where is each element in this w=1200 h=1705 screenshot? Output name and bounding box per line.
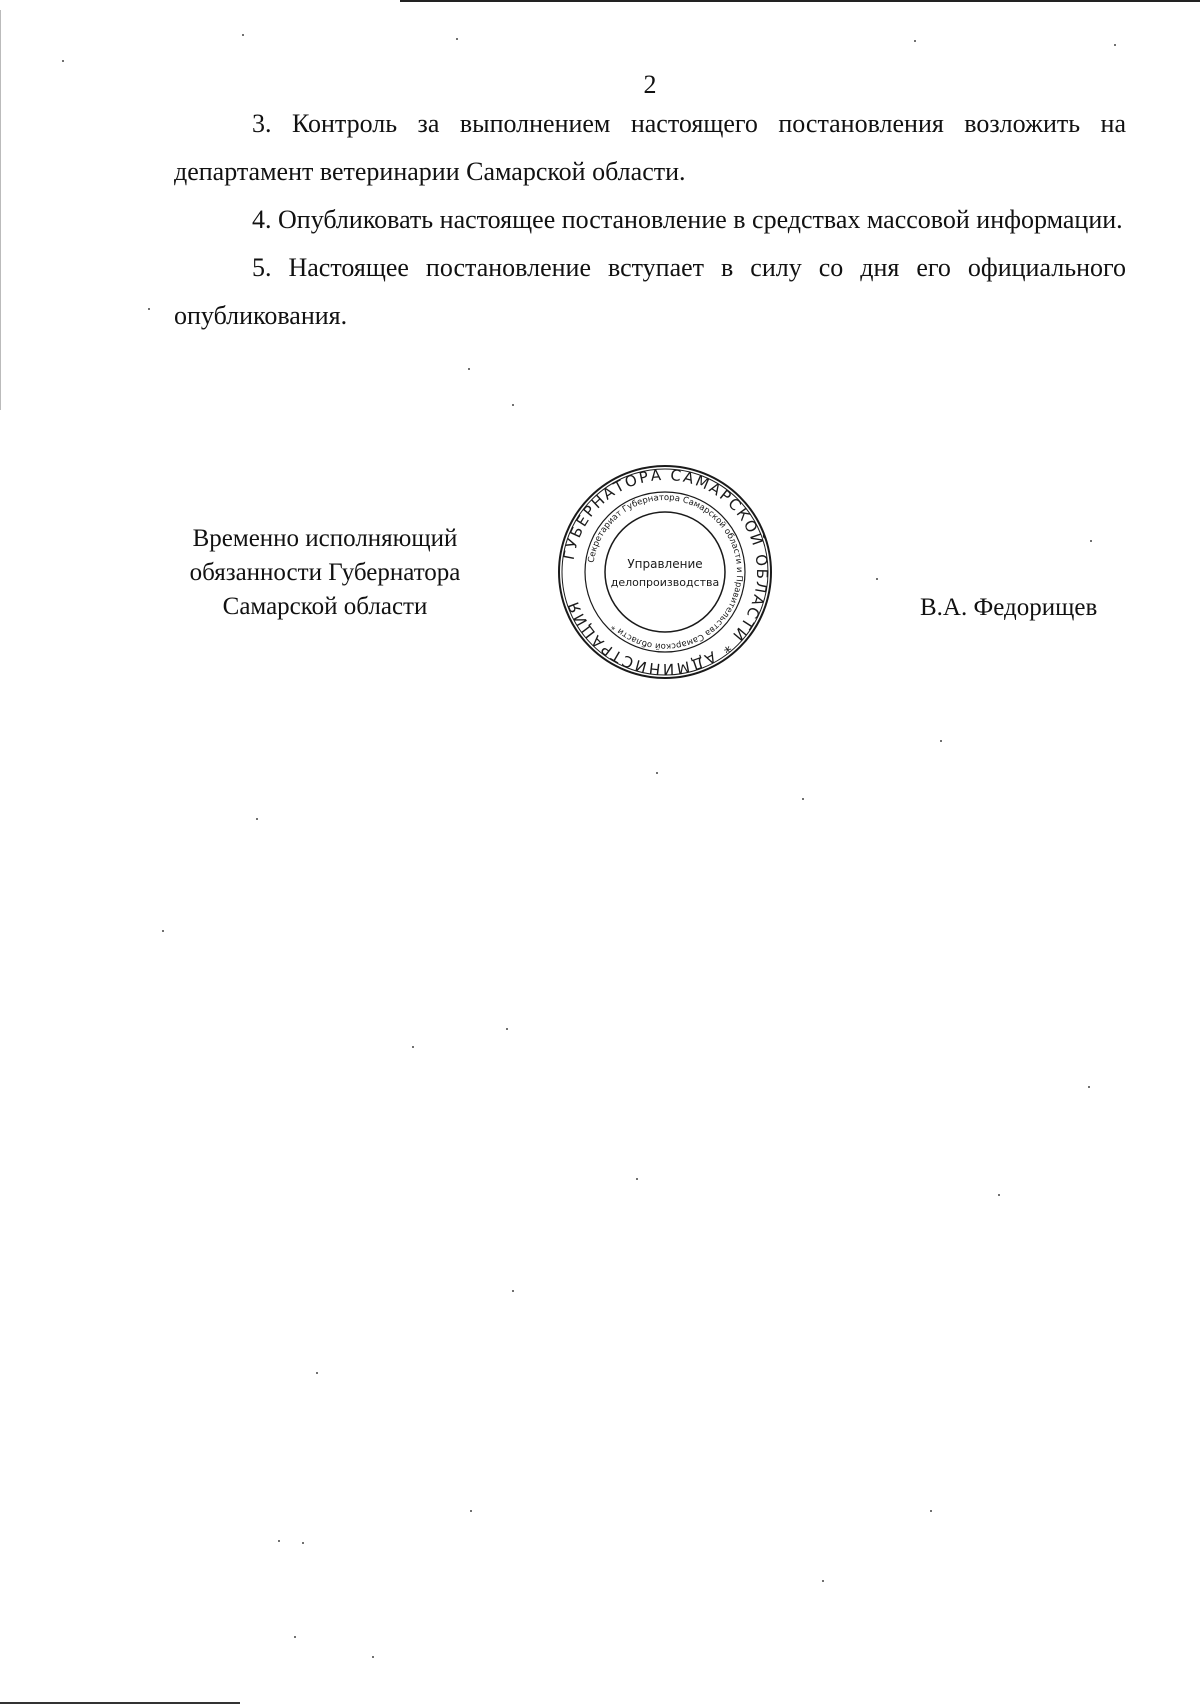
scan-speck (294, 1636, 296, 1638)
paragraph-4: 4. Опубликовать настоящее постановление в средствах массовой информации. (252, 205, 1123, 234)
top-border-line (400, 0, 1200, 2)
scan-speck (656, 772, 658, 774)
bottom-border-line (0, 1702, 240, 1704)
scan-speck (914, 40, 916, 42)
seal-center-line-2: делопроизводства (610, 576, 720, 589)
scan-speck (278, 1540, 280, 1542)
scan-speck (456, 38, 458, 40)
paragraph-5: 5. Настоящее постановление вступает в силу со дня его официального опубликования. (174, 253, 1126, 330)
scan-speck (316, 1372, 318, 1374)
official-seal (555, 462, 775, 682)
scan-speck (636, 1178, 638, 1180)
scan-speck (876, 578, 878, 580)
scan-speck (512, 1290, 514, 1292)
seal-inner-ring (605, 512, 725, 632)
scan-speck (470, 1510, 472, 1512)
seal-outer-text: ГУБЕРНАТОРА САМАРСКОЙ ОБЛАСТИ * АДМИНИСТРАЦИЯ (559, 465, 772, 679)
position-line-2: обязанности Губернатора (189, 559, 461, 586)
scan-speck (302, 1542, 304, 1544)
scan-speck (162, 930, 164, 932)
scan-speck (242, 34, 244, 36)
paragraph-3: 3. Контроль за выполнением настоящего постановления возложить на департамент ветеринарии Самарской области. (174, 109, 1126, 186)
scan-speck (412, 1046, 414, 1048)
signatory-position (160, 522, 490, 624)
position-line-1: Временно исполняющий (192, 525, 458, 552)
page-number: 2 (643, 70, 657, 99)
scan-speck (468, 368, 470, 370)
position-line-3: Самарской области (222, 593, 428, 620)
scan-speck (506, 1028, 508, 1030)
scan-speck (148, 308, 150, 310)
scan-speck (512, 404, 514, 406)
scan-speck (940, 740, 942, 742)
scan-speck (822, 1580, 824, 1582)
seal-middle-ring (585, 492, 745, 652)
scan-speck (372, 1656, 374, 1658)
scan-speck (1090, 540, 1092, 542)
seal-center-line-1: Управление (627, 557, 703, 571)
scan-speck (1114, 44, 1116, 46)
document-body (174, 100, 1126, 340)
scan-speck (62, 60, 64, 62)
scan-speck (256, 818, 258, 820)
scan-speck (930, 1510, 932, 1512)
scan-speck (998, 1194, 1000, 1196)
scan-speck (802, 798, 804, 800)
signatory-name: В.А. Федорищев (920, 594, 1098, 621)
scan-speck (1088, 1086, 1090, 1088)
seal-inner-text: Секретариат Губернатора Самарской области и Правительства Самарской области * (586, 492, 745, 652)
